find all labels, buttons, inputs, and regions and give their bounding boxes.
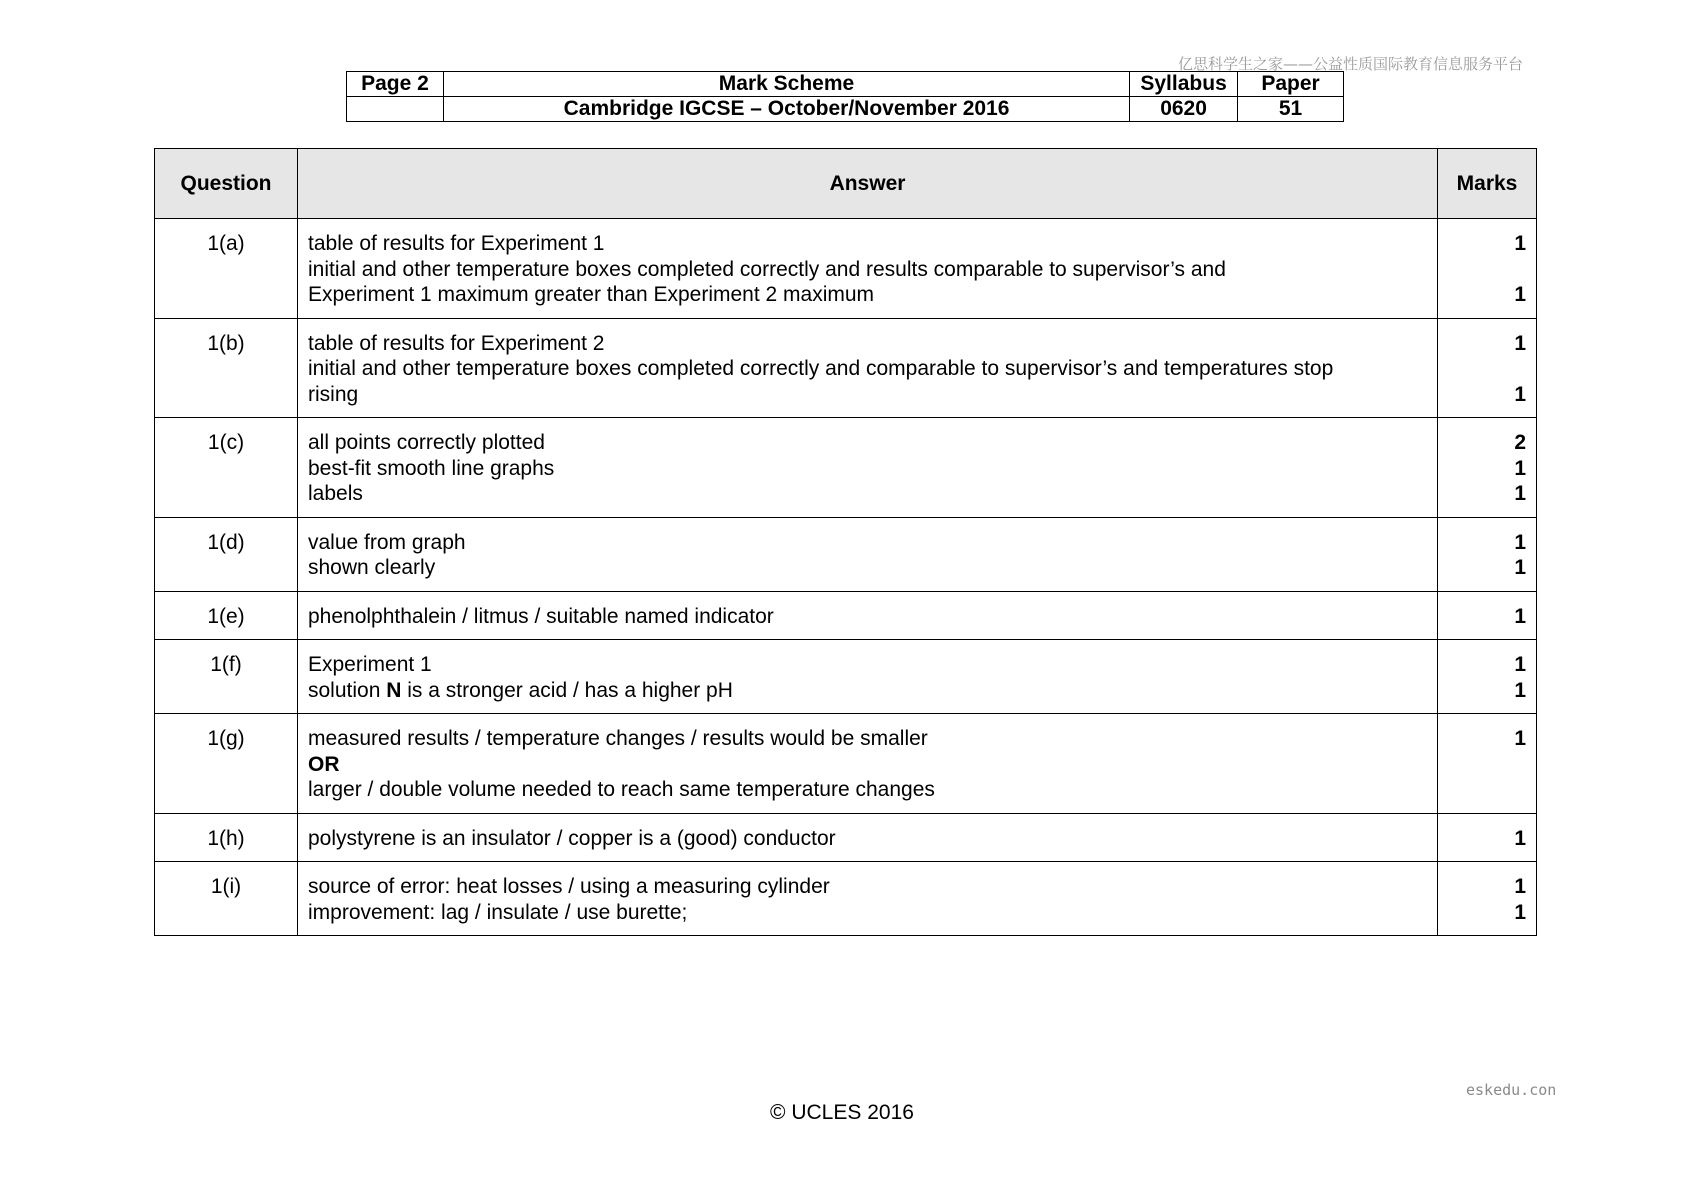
mark-value: 1 [1514, 482, 1526, 505]
answer-or: OR [308, 752, 340, 776]
answer-line: measured results / temperature changes / results would be smaller [308, 727, 928, 750]
column-header-question: Question [155, 149, 298, 219]
marks-cell [1438, 640, 1537, 714]
answer-line: table of results for Experiment 1 [308, 232, 605, 255]
answer-line: initial and other temperature boxes completed correctly and comparable to supervisor’s and temperatures stop [308, 357, 1334, 380]
answer-cell [298, 219, 1438, 319]
mark-value: 1 [1514, 826, 1526, 850]
table-row [155, 219, 1537, 319]
mark-value [1448, 257, 1526, 283]
answer-line: initial and other temperature boxes completed correctly and results comparable to supervisor’s and [308, 257, 1226, 281]
paper-label: Paper [1238, 72, 1344, 97]
mark-value: 1 [1514, 556, 1526, 579]
paper-value: 51 [1238, 97, 1344, 122]
answer-cell [298, 714, 1438, 814]
question-number: 1(h) [155, 813, 298, 862]
table-row [155, 714, 1537, 814]
mark-value [1448, 752, 1526, 778]
mark-value: 2 [1514, 431, 1526, 454]
answer-line [308, 678, 1427, 704]
mark-value: 1 [1514, 678, 1526, 702]
mark-value: 1 [1514, 653, 1526, 676]
answer-line: larger / double volume needed to reach same temperature changes [308, 778, 935, 801]
answer-line: phenolphthalein / litmus / suitable named indicator [308, 604, 774, 628]
answer-line: table of results for Experiment 2 [308, 331, 605, 355]
syllabus-label: Syllabus [1130, 72, 1238, 97]
answer-line: improvement: lag / insulate / use burette; [308, 900, 688, 924]
answer-cell [298, 640, 1438, 714]
page-number: Page 2 [347, 72, 444, 97]
watermark-top: 亿思科学生之家——公益性质国际教育信息服务平台 [1178, 55, 1524, 73]
mark-value: 1 [1514, 530, 1526, 554]
question-number: 1(b) [155, 318, 298, 418]
answer-line: best-fit smooth line graphs [308, 456, 555, 480]
document-subtitle: Cambridge IGCSE – October/November 2016 [443, 97, 1129, 122]
copyright-footer: © UCLES 2016 [770, 1101, 914, 1124]
answer-line: polystyrene is an insulator / copper is a (good) conductor [308, 826, 836, 850]
question-number: 1(g) [155, 714, 298, 814]
question-number: 1(a) [155, 219, 298, 319]
marks-cell [1438, 219, 1537, 319]
mark-value: 1 [1514, 331, 1526, 355]
question-number: 1(d) [155, 517, 298, 591]
table-row [155, 591, 1537, 640]
marks-cell [1438, 418, 1537, 518]
table-row [155, 862, 1537, 936]
header-blank [347, 97, 444, 122]
watermark-bottom: eskedu.con [1466, 1081, 1557, 1099]
answer-line: rising [308, 382, 359, 406]
table-row [155, 418, 1537, 518]
marks-cell [1438, 591, 1537, 640]
syllabus-value: 0620 [1130, 97, 1238, 122]
mark-value [1448, 777, 1526, 803]
answer-line: value from graph [308, 530, 466, 554]
mark-value: 1 [1514, 875, 1526, 898]
answer-line: Experiment 1 maximum greater than Experiment 2 maximum [308, 283, 875, 306]
mark-scheme-table [154, 148, 1537, 936]
mark-value: 1 [1514, 604, 1526, 628]
answer-cell [298, 418, 1438, 518]
mark-value: 1 [1514, 900, 1526, 924]
question-number: 1(f) [155, 640, 298, 714]
mark-value [1448, 356, 1526, 382]
answer-line: source of error: heat losses / using a measuring cylinder [308, 875, 830, 898]
answer-cell [298, 862, 1438, 936]
marks-cell [1438, 862, 1537, 936]
table-row [155, 517, 1537, 591]
answer-line: labels [308, 482, 363, 505]
table-row [155, 813, 1537, 862]
question-number: 1(c) [155, 418, 298, 518]
table-header-row [155, 149, 1537, 219]
answer-line: Experiment 1 [308, 653, 432, 676]
mark-value: 1 [1514, 382, 1526, 406]
answer-line: all points correctly plotted [308, 431, 545, 454]
table-row [155, 318, 1537, 418]
question-number: 1(i) [155, 862, 298, 936]
marks-cell [1438, 517, 1537, 591]
column-header-answer: Answer [298, 149, 1438, 219]
column-header-marks: Marks [1438, 149, 1537, 219]
answer-text-bold: N [386, 678, 402, 702]
answer-cell [298, 813, 1438, 862]
mark-value: 1 [1514, 727, 1526, 750]
mark-value: 1 [1514, 456, 1526, 480]
mark-value: 1 [1514, 283, 1526, 306]
answer-cell [298, 517, 1438, 591]
marks-cell [1438, 318, 1537, 418]
marks-cell [1438, 813, 1537, 862]
answer-text: is a stronger acid / has a higher pH [401, 678, 733, 702]
answer-line: shown clearly [308, 556, 436, 579]
question-number: 1(e) [155, 591, 298, 640]
table-row [155, 640, 1537, 714]
answer-cell [298, 318, 1438, 418]
answer-text: solution [308, 678, 387, 702]
answer-cell [298, 591, 1438, 640]
header-table [346, 71, 1344, 122]
document-title: Mark Scheme [443, 72, 1129, 97]
marks-cell [1438, 714, 1537, 814]
mark-value: 1 [1514, 232, 1526, 255]
